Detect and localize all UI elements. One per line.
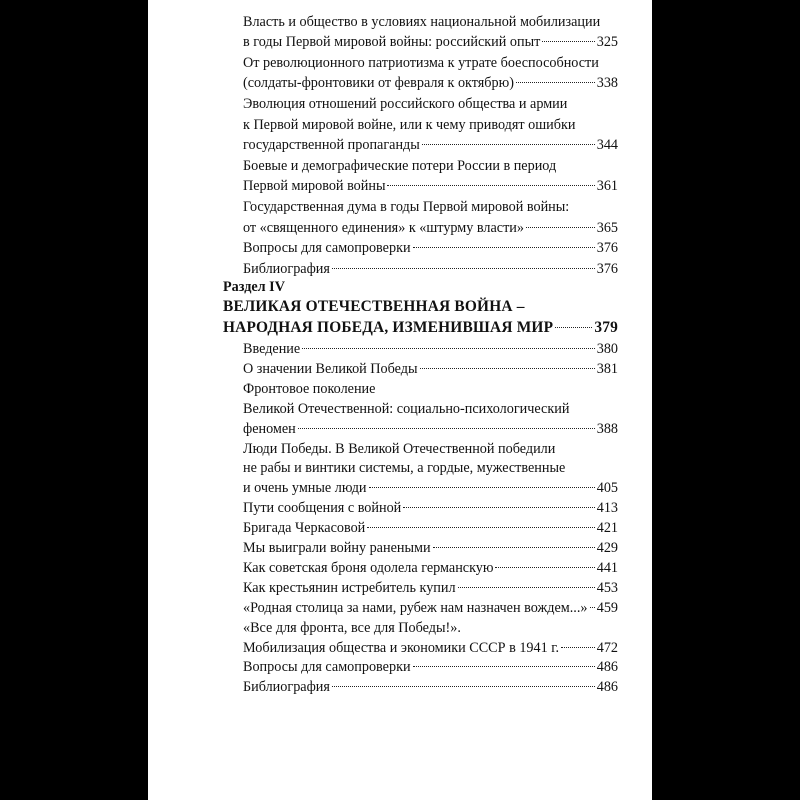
toc-entry xyxy=(243,598,618,618)
toc-entry xyxy=(243,498,618,518)
toc-page-number: 459 xyxy=(596,599,618,616)
toc-page-number: 361 xyxy=(596,178,618,195)
toc-page-number: 413 xyxy=(596,500,618,517)
toc-entry xyxy=(243,638,618,658)
dot-leader xyxy=(422,144,595,145)
toc-entry-line: Эволюция отношений российского общества и армии xyxy=(243,95,568,112)
dot-leader xyxy=(387,185,594,186)
toc-page-number: 421 xyxy=(596,520,618,537)
toc-entry-title: Вопросы для самопроверки xyxy=(243,240,411,257)
toc-page-number: 453 xyxy=(596,579,618,596)
section-label: Раздел IV xyxy=(223,279,285,295)
toc-entry xyxy=(243,578,618,598)
toc-entry xyxy=(243,238,618,258)
toc-page-number: 486 xyxy=(596,679,618,696)
dot-leader xyxy=(403,507,594,508)
dot-leader xyxy=(458,587,595,588)
toc-entry-title: Введение xyxy=(243,341,301,357)
toc-entry xyxy=(243,677,618,697)
toc-entry-line: Люди Победы. В Великой Отечественной победили xyxy=(243,440,556,457)
toc-entry xyxy=(243,359,618,379)
dot-leader xyxy=(555,327,592,328)
toc-entry-line: к Первой мировой войне, или к чему приводят ошибки xyxy=(243,116,576,133)
toc-entry-title: Библиография xyxy=(243,679,330,696)
toc-entry xyxy=(243,558,618,578)
toc-entry-title: в годы Первой мировой войны: российский опыт xyxy=(243,34,541,51)
toc-entry xyxy=(243,478,618,498)
dot-leader xyxy=(332,268,595,269)
book-page xyxy=(148,0,652,800)
dot-leader xyxy=(516,82,595,83)
toc-page-number: 325 xyxy=(596,34,618,51)
toc-page-number: 380 xyxy=(596,341,618,357)
toc-page-number: 338 xyxy=(596,75,618,92)
toc-entry xyxy=(243,657,618,677)
toc-entry xyxy=(243,518,618,538)
dot-leader xyxy=(332,686,595,687)
toc-entry xyxy=(243,32,618,52)
toc-entry-title: Вопросы для самопроверки xyxy=(243,659,411,676)
toc-page-number: 405 xyxy=(596,480,618,497)
toc-entry-title: НАРОДНАЯ ПОБЕДА, ИЗМЕНИВШАЯ МИР xyxy=(223,319,554,336)
dot-leader xyxy=(369,487,595,488)
toc-entry-title: Бригада Черкасовой xyxy=(243,520,366,537)
toc-entry-title: Пути сообщения с войной xyxy=(243,500,402,517)
toc-entry-title: Мобилизация общества и экономики СССР в 1941 г. xyxy=(243,639,560,656)
toc-entry-title: и очень умные люди xyxy=(243,480,367,497)
toc-entry xyxy=(243,176,618,196)
toc-entry xyxy=(243,73,618,93)
dot-leader xyxy=(367,527,594,528)
toc-entry xyxy=(243,339,618,359)
toc-entry xyxy=(243,218,618,238)
toc-entry xyxy=(223,318,618,338)
dot-leader xyxy=(298,428,595,429)
toc-entry-title: О значении Великой Победы xyxy=(243,360,418,377)
toc-entry-line: не рабы и винтики системы, а гордые, мужественные xyxy=(243,460,566,477)
dot-leader xyxy=(561,647,595,648)
toc-entry-title: государственной пропаганды xyxy=(243,137,420,154)
toc-entry-line: Власть и общество в условиях национальной мобилизации xyxy=(243,13,601,30)
toc-entry-line: От революционного патриотизма к утрате боеспособности xyxy=(243,54,599,71)
toc-page-number: 441 xyxy=(596,559,618,576)
toc-entry-line: Фронтовое поколение xyxy=(243,380,376,397)
dot-leader xyxy=(433,547,595,548)
toc-entry-title: от «священного единения» к «штурму власти» xyxy=(243,219,524,236)
toc-entry xyxy=(243,259,618,279)
toc-page-number: 472 xyxy=(596,639,618,656)
dot-leader xyxy=(495,567,594,568)
toc-entry-title: Как советская броня одолела германскую xyxy=(243,559,494,576)
dot-leader xyxy=(413,666,595,667)
toc-entry-title: «Родная столица за нами, рубеж нам назначен вождем...» xyxy=(243,599,588,616)
toc-page-number: 344 xyxy=(596,137,618,154)
toc-entry xyxy=(243,135,618,155)
dot-leader xyxy=(302,348,595,349)
toc-entry-title: Мы выиграли войну ранеными xyxy=(243,540,431,556)
toc-page-number: 388 xyxy=(596,420,618,437)
toc-entry-line: «Все для фронта, все для Победы!». xyxy=(243,619,461,636)
toc-entry-line: Государственная дума в годы Первой мировой войны: xyxy=(243,198,570,215)
dot-leader xyxy=(542,41,594,42)
toc-entry-title: (солдаты-фронтовики от февраля к октябрю) xyxy=(243,75,514,92)
toc-page-number: 365 xyxy=(596,219,618,236)
toc-entry-line: ВЕЛИКАЯ ОТЕЧЕСТВЕННАЯ ВОЙНА – xyxy=(223,298,525,315)
dot-leader xyxy=(590,607,595,608)
toc-page-number: 429 xyxy=(596,540,618,556)
toc-entry xyxy=(243,538,618,558)
toc-entry xyxy=(243,419,618,439)
toc-entry-line: Боевые и демографические потери России в период xyxy=(243,157,557,174)
toc-page-number: 381 xyxy=(596,360,618,377)
toc-page-number: 379 xyxy=(594,319,618,336)
toc-entry-title: Как крестьянин истребитель купил xyxy=(243,579,456,596)
dot-leader xyxy=(420,368,595,369)
toc-page-number: 376 xyxy=(596,260,618,277)
toc-entry-title: Библиография xyxy=(243,260,330,277)
toc-entry-line: Великой Отечественной: социально-психологический xyxy=(243,400,570,417)
toc-page-number: 376 xyxy=(596,240,618,257)
dot-leader xyxy=(526,227,595,228)
toc-entry-title: Первой мировой войны xyxy=(243,178,386,195)
toc-page-number: 486 xyxy=(596,659,618,676)
dot-leader xyxy=(413,247,595,248)
toc-entry-title: феномен xyxy=(243,420,296,437)
